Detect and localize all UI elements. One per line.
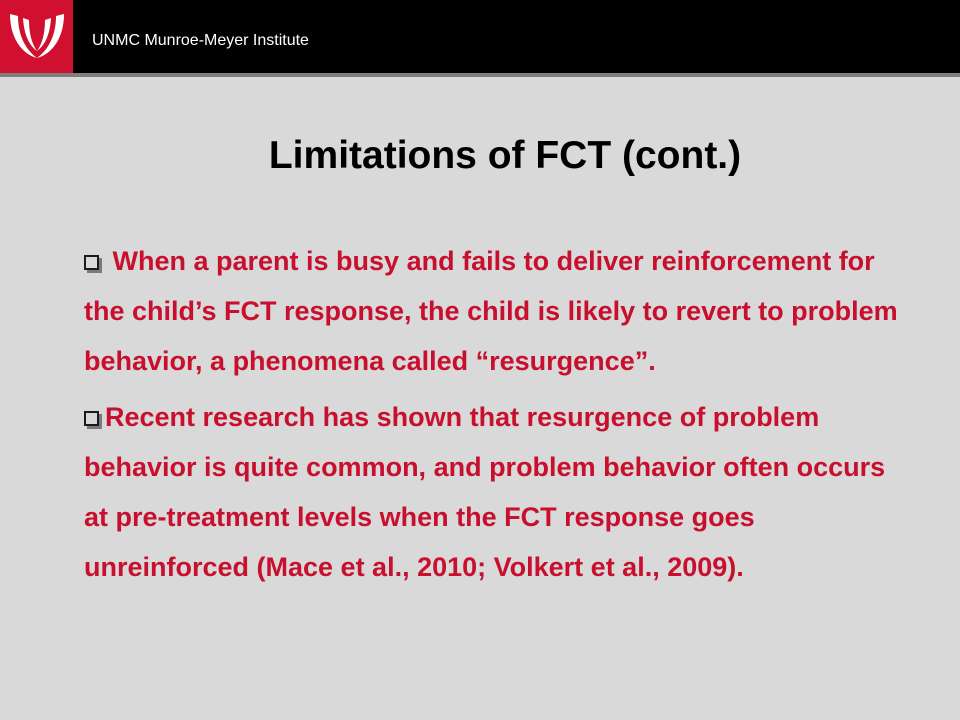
header-divider xyxy=(0,73,960,77)
checkbox-square-icon xyxy=(84,411,99,426)
bullet-text: When a parent is busy and fails to deliver reinforcement for the child’s FCT response, the child is likely to revert to problem behavior, a phenomena called “resurgence”. xyxy=(84,246,898,376)
bullet-text: Recent research has shown that resurgence of problem behavior is quite common, and problem behavior often occurs at pre-treatment levels when the FCT response goes unreinforced (Mace et al., 2010; Volkert et al., 2009). xyxy=(84,402,886,582)
org-name: UNMC Munroe-Meyer Institute xyxy=(92,32,309,49)
bullet-item xyxy=(84,392,904,592)
checkbox-square-icon xyxy=(84,255,99,270)
unmc-logo-icon xyxy=(0,0,73,73)
bullet-item xyxy=(84,236,904,386)
slide-title: Limitations of FCT (cont.) xyxy=(268,134,742,177)
bullet-list xyxy=(84,236,904,598)
unmc-logo-graphic xyxy=(6,8,68,64)
